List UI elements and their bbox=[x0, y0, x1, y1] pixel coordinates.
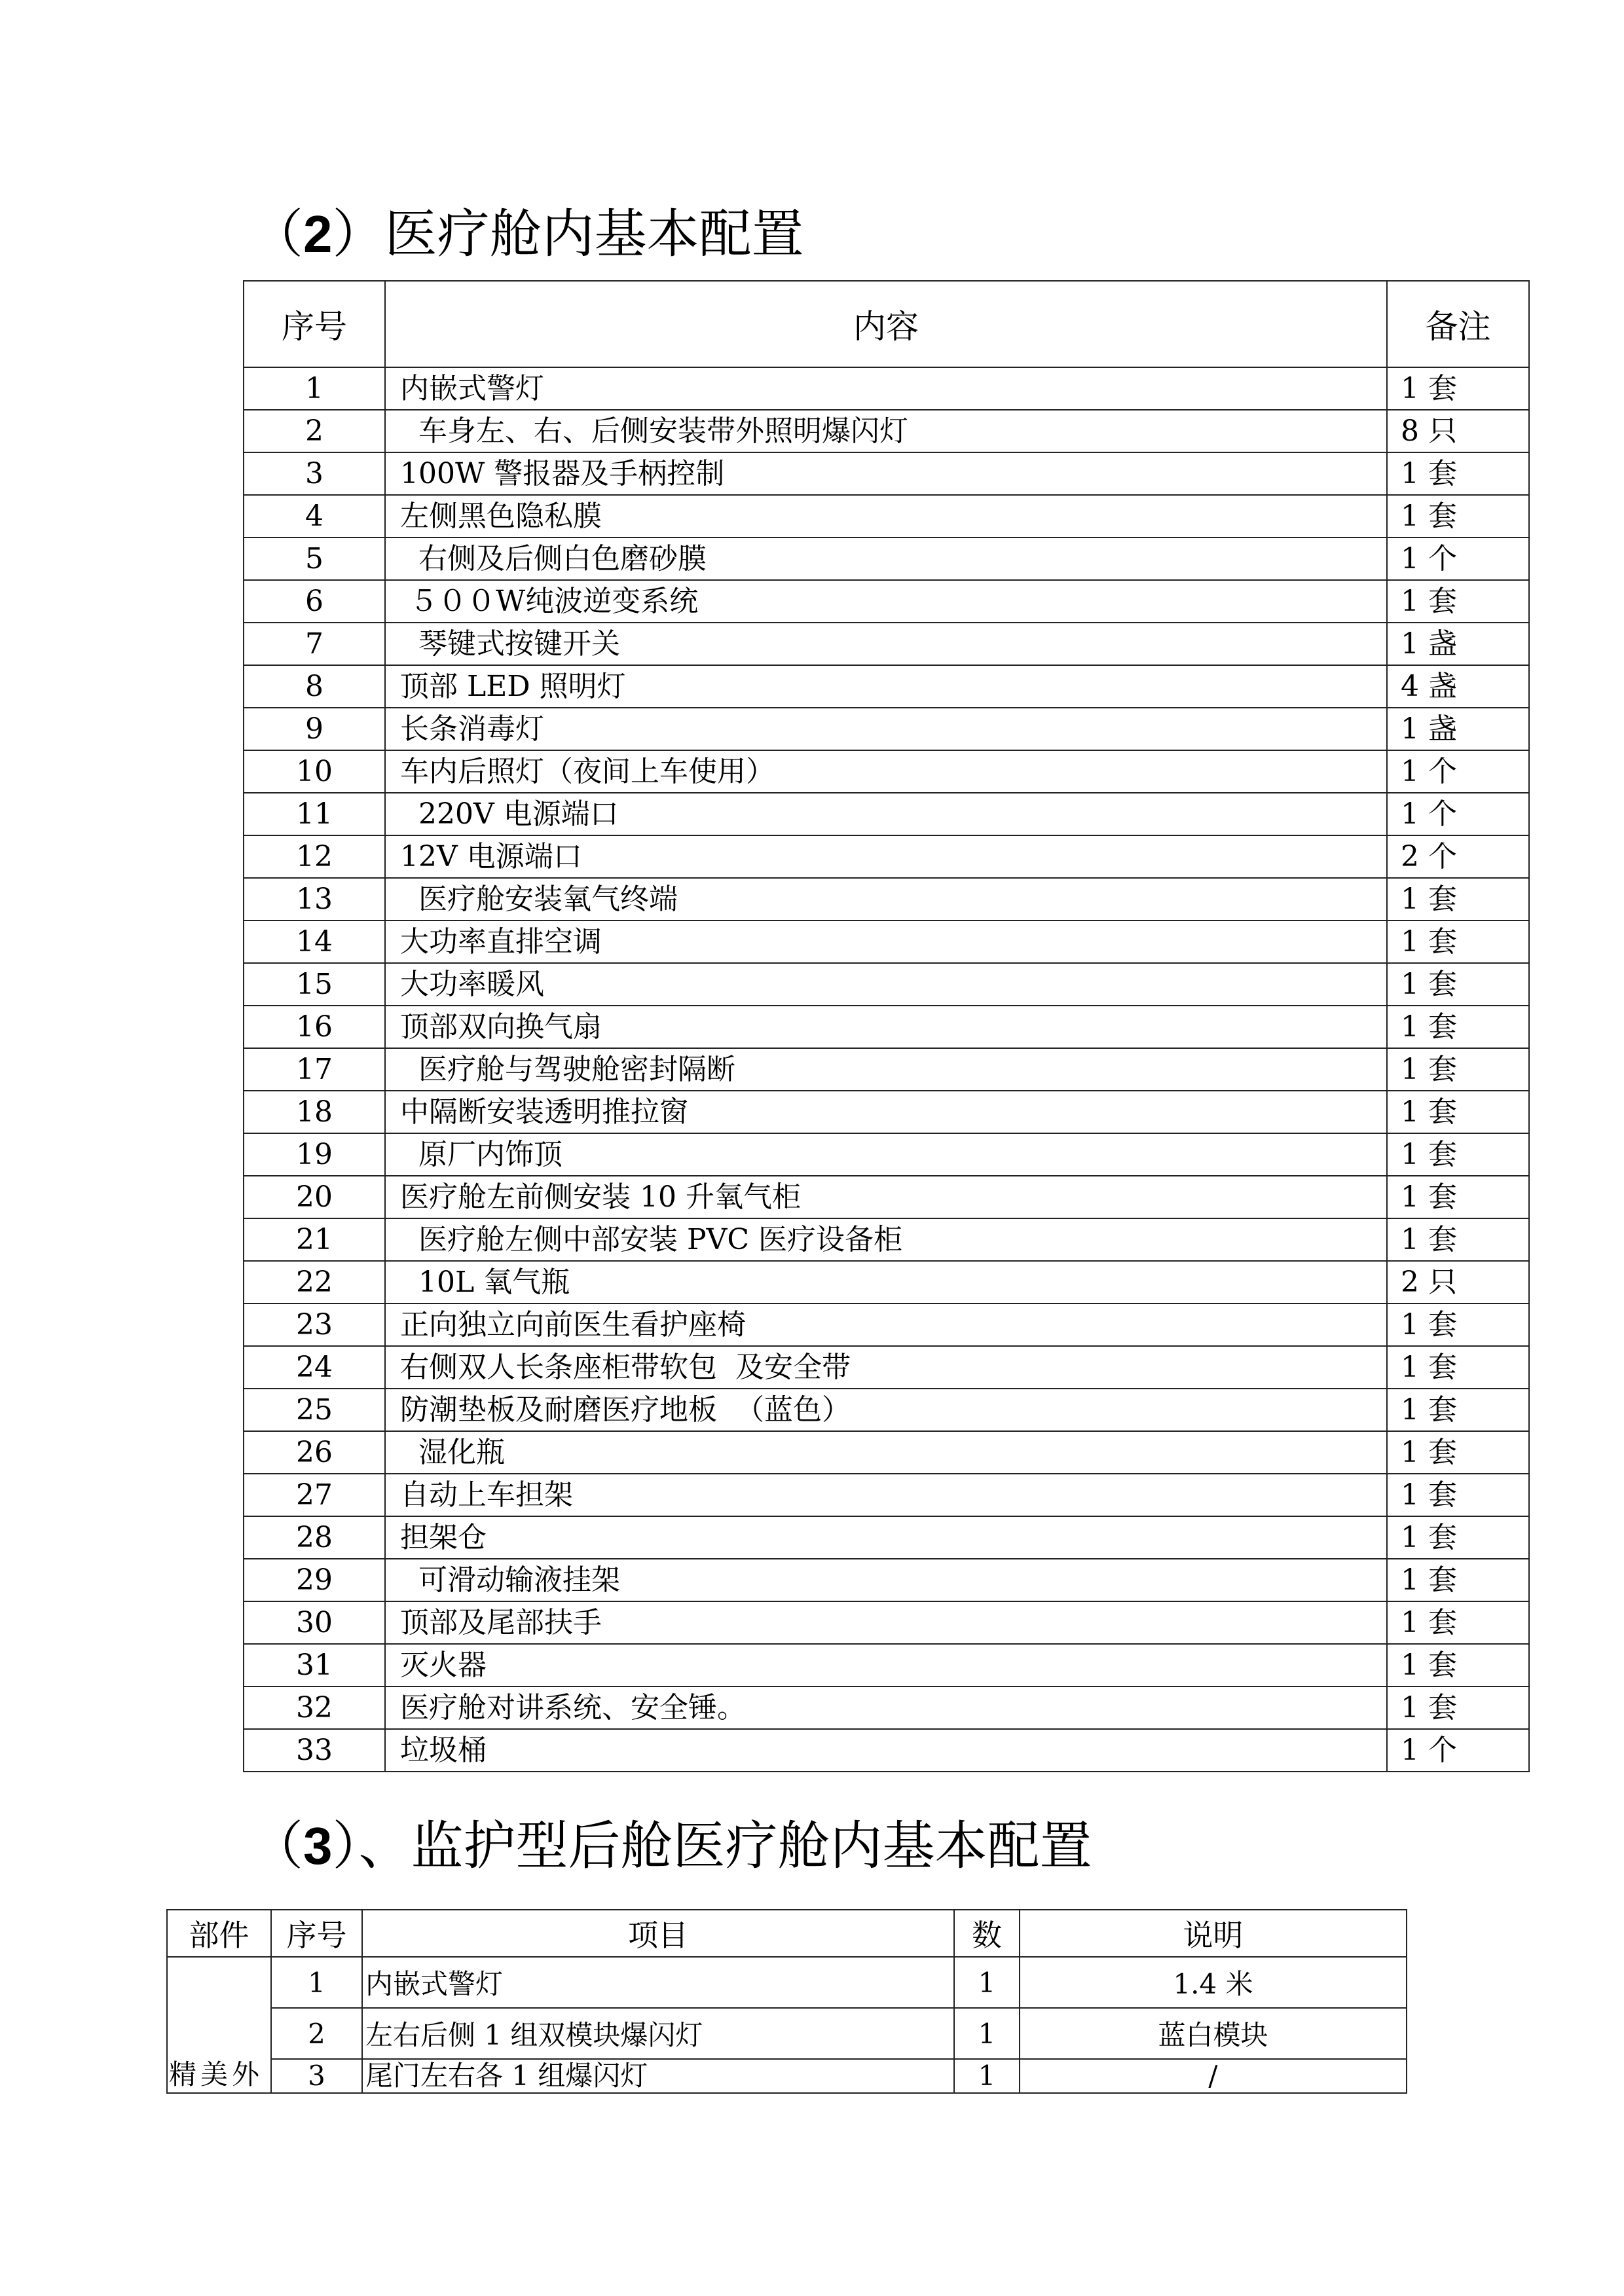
row-number: 12 bbox=[244, 835, 385, 878]
row-item: 尾门左右各 1 组爆闪灯 bbox=[362, 2059, 954, 2093]
row-content: 中隔断安装透明推拉窗 bbox=[385, 1091, 1387, 1133]
table-row bbox=[244, 1516, 1529, 1559]
table-row bbox=[244, 1006, 1529, 1048]
row-number: 8 bbox=[244, 665, 385, 708]
table-row bbox=[244, 367, 1529, 410]
row-note: 1 套 bbox=[1387, 580, 1529, 623]
table-row bbox=[244, 708, 1529, 750]
row-number: 1 bbox=[244, 367, 385, 410]
row-number: 18 bbox=[244, 1091, 385, 1133]
section-2-title bbox=[251, 204, 804, 264]
title-close-paren: ） bbox=[332, 204, 385, 264]
row-number: 22 bbox=[244, 1261, 385, 1303]
table-row bbox=[244, 665, 1529, 708]
row-number: 31 bbox=[244, 1644, 385, 1686]
row-number: 20 bbox=[244, 1176, 385, 1218]
row-qty: 1 bbox=[954, 1957, 1020, 2008]
row-number: 2 bbox=[271, 2008, 362, 2059]
row-number: 11 bbox=[244, 793, 385, 835]
row-number: 32 bbox=[244, 1686, 385, 1729]
row-content: 医疗舱与驾驶舱密封隔断 bbox=[385, 1048, 1387, 1091]
table-row bbox=[244, 410, 1529, 452]
row-content: 灭火器 bbox=[385, 1644, 1387, 1686]
row-content: 医疗舱对讲系统、安全锤。 bbox=[385, 1686, 1387, 1729]
row-content: 10L 氧气瓶 bbox=[385, 1261, 1387, 1303]
row-content: 垃圾桶 bbox=[385, 1729, 1387, 1772]
row-qty: 1 bbox=[954, 2059, 1020, 2093]
row-content: 大功率暖风 bbox=[385, 963, 1387, 1006]
header-content: 内容 bbox=[385, 281, 1387, 367]
row-number: 15 bbox=[244, 963, 385, 1006]
row-note: 1 套 bbox=[1387, 1133, 1529, 1176]
table-row bbox=[244, 623, 1529, 665]
row-number: 7 bbox=[244, 623, 385, 665]
table-row bbox=[244, 878, 1529, 920]
row-note: 1 套 bbox=[1387, 1091, 1529, 1133]
row-number: 9 bbox=[244, 708, 385, 750]
row-number: 25 bbox=[244, 1389, 385, 1431]
table-row bbox=[244, 835, 1529, 878]
row-number: 26 bbox=[244, 1431, 385, 1474]
row-number: 14 bbox=[244, 920, 385, 963]
row-number: 27 bbox=[244, 1474, 385, 1516]
row-note: 8 只 bbox=[1387, 410, 1529, 452]
title-text: ）、监护型后舱医疗舱内基本配置 bbox=[332, 1815, 1092, 1876]
row-note: 4 盏 bbox=[1387, 665, 1529, 708]
table-row bbox=[167, 2059, 1407, 2093]
row-desc: 1.4 米 bbox=[1020, 1957, 1407, 2008]
table-row bbox=[244, 1389, 1529, 1431]
row-number: 28 bbox=[244, 1516, 385, 1559]
table-row bbox=[244, 1346, 1529, 1389]
row-content: ５００W纯波逆变系统 bbox=[385, 580, 1387, 623]
row-note: 1 套 bbox=[1387, 1048, 1529, 1091]
row-number: 29 bbox=[244, 1559, 385, 1601]
row-number: 2 bbox=[244, 410, 385, 452]
row-content: 医疗舱左前侧安装 10 升氧气柜 bbox=[385, 1176, 1387, 1218]
table-row bbox=[244, 580, 1529, 623]
row-note: 1 套 bbox=[1387, 1176, 1529, 1218]
table-row bbox=[244, 1474, 1529, 1516]
row-note: 1 个 bbox=[1387, 1729, 1529, 1772]
table-row bbox=[244, 1048, 1529, 1091]
row-number: 10 bbox=[244, 750, 385, 793]
row-content: 顶部 LED 照明灯 bbox=[385, 665, 1387, 708]
title-open-paren: （ bbox=[251, 204, 303, 264]
table-row bbox=[244, 538, 1529, 580]
row-qty: 1 bbox=[954, 2008, 1020, 2059]
row-note: 2 只 bbox=[1387, 1261, 1529, 1303]
row-content: 右侧及后侧白色磨砂膜 bbox=[385, 538, 1387, 580]
config-table bbox=[243, 280, 1530, 1772]
row-content: 长条消毒灯 bbox=[385, 708, 1387, 750]
row-note: 1 套 bbox=[1387, 1559, 1529, 1601]
title-open-paren: （ bbox=[251, 1815, 303, 1876]
row-note: 1 套 bbox=[1387, 452, 1529, 495]
header-qty: 数 bbox=[954, 1910, 1020, 1957]
row-content: 右侧双人长条座柜带软包 及安全带 bbox=[385, 1346, 1387, 1389]
row-note: 1 盏 bbox=[1387, 623, 1529, 665]
row-content: 顶部双向换气扇 bbox=[385, 1006, 1387, 1048]
row-number: 5 bbox=[244, 538, 385, 580]
row-note: 1 盏 bbox=[1387, 708, 1529, 750]
row-content: 12V 电源端口 bbox=[385, 835, 1387, 878]
row-number: 33 bbox=[244, 1729, 385, 1772]
table-row bbox=[244, 1218, 1529, 1261]
row-note: 1 套 bbox=[1387, 1474, 1529, 1516]
part-label: 精美外 bbox=[167, 1957, 271, 2093]
table-row bbox=[244, 750, 1529, 793]
row-note: 1 个 bbox=[1387, 750, 1529, 793]
table-row bbox=[167, 2008, 1407, 2059]
row-content: 车内后照灯（夜间上车使用） bbox=[385, 750, 1387, 793]
row-note: 1 套 bbox=[1387, 1303, 1529, 1346]
row-number: 16 bbox=[244, 1006, 385, 1048]
row-note: 1 套 bbox=[1387, 1601, 1529, 1644]
row-content: 车身左、右、后侧安装带外照明爆闪灯 bbox=[385, 410, 1387, 452]
row-content: 防潮垫板及耐磨医疗地板 （蓝色） bbox=[385, 1389, 1387, 1431]
row-number: 1 bbox=[271, 1957, 362, 2008]
row-note: 1 个 bbox=[1387, 793, 1529, 835]
table-row bbox=[244, 1686, 1529, 1729]
row-content: 担架仓 bbox=[385, 1516, 1387, 1559]
table-row bbox=[244, 452, 1529, 495]
header-no: 序号 bbox=[271, 1910, 362, 1957]
row-number: 4 bbox=[244, 495, 385, 538]
row-content: 大功率直排空调 bbox=[385, 920, 1387, 963]
row-note: 1 套 bbox=[1387, 367, 1529, 410]
header-desc: 说明 bbox=[1020, 1910, 1407, 1957]
row-note: 1 套 bbox=[1387, 1346, 1529, 1389]
header-item: 项目 bbox=[362, 1910, 954, 1957]
table-row bbox=[244, 920, 1529, 963]
row-number: 19 bbox=[244, 1133, 385, 1176]
table-row bbox=[244, 1091, 1529, 1133]
title-text: 医疗舱内基本配置 bbox=[384, 204, 804, 264]
table-row bbox=[244, 1729, 1529, 1772]
table-row bbox=[244, 1644, 1529, 1686]
row-note: 1 套 bbox=[1387, 1516, 1529, 1559]
row-note: 2 个 bbox=[1387, 835, 1529, 878]
header-no: 序号 bbox=[244, 281, 385, 367]
row-note: 1 套 bbox=[1387, 963, 1529, 1006]
row-note: 1 套 bbox=[1387, 1218, 1529, 1261]
table-row bbox=[244, 1601, 1529, 1644]
row-note: 1 个 bbox=[1387, 538, 1529, 580]
section-3-title bbox=[251, 1815, 1092, 1876]
table-header-row bbox=[244, 281, 1529, 367]
row-number: 17 bbox=[244, 1048, 385, 1091]
row-content: 顶部及尾部扶手 bbox=[385, 1601, 1387, 1644]
row-number: 6 bbox=[244, 580, 385, 623]
row-number: 21 bbox=[244, 1218, 385, 1261]
row-note: 1 套 bbox=[1387, 1389, 1529, 1431]
row-content: 内嵌式警灯 bbox=[385, 367, 1387, 410]
monitor-config-table bbox=[166, 1909, 1407, 2094]
title-number: 3 bbox=[303, 1817, 333, 1875]
row-content: 正向独立向前医生看护座椅 bbox=[385, 1303, 1387, 1346]
row-item: 左右后侧 1 组双模块爆闪灯 bbox=[362, 2008, 954, 2059]
table-header-row bbox=[167, 1910, 1407, 1957]
row-content: 可滑动输液挂架 bbox=[385, 1559, 1387, 1601]
row-content: 原厂内饰顶 bbox=[385, 1133, 1387, 1176]
row-item: 内嵌式警灯 bbox=[362, 1957, 954, 2008]
row-content: 医疗舱左侧中部安装 PVC 医疗设备柜 bbox=[385, 1218, 1387, 1261]
row-number: 3 bbox=[271, 2059, 362, 2093]
row-content: 220V 电源端口 bbox=[385, 793, 1387, 835]
table-row bbox=[244, 1559, 1529, 1601]
row-note: 1 套 bbox=[1387, 1644, 1529, 1686]
table-row bbox=[244, 495, 1529, 538]
table-row bbox=[167, 1957, 1407, 2008]
table-row bbox=[244, 793, 1529, 835]
row-note: 1 套 bbox=[1387, 878, 1529, 920]
row-desc: / bbox=[1020, 2059, 1407, 2093]
row-content: 琴键式按键开关 bbox=[385, 623, 1387, 665]
row-note: 1 套 bbox=[1387, 495, 1529, 538]
header-note: 备注 bbox=[1387, 281, 1529, 367]
row-number: 3 bbox=[244, 452, 385, 495]
row-note: 1 套 bbox=[1387, 1686, 1529, 1729]
row-desc: 蓝白模块 bbox=[1020, 2008, 1407, 2059]
row-content: 湿化瓶 bbox=[385, 1431, 1387, 1474]
header-part: 部件 bbox=[167, 1910, 271, 1957]
row-note: 1 套 bbox=[1387, 1431, 1529, 1474]
row-number: 24 bbox=[244, 1346, 385, 1389]
table-row bbox=[244, 1431, 1529, 1474]
row-content: 左侧黑色隐私膜 bbox=[385, 495, 1387, 538]
title-number: 2 bbox=[303, 205, 333, 263]
row-note: 1 套 bbox=[1387, 920, 1529, 963]
row-number: 13 bbox=[244, 878, 385, 920]
row-number: 23 bbox=[244, 1303, 385, 1346]
table-row bbox=[244, 1133, 1529, 1176]
row-number: 30 bbox=[244, 1601, 385, 1644]
row-note: 1 套 bbox=[1387, 1006, 1529, 1048]
table-row bbox=[244, 1261, 1529, 1303]
row-content: 100W 警报器及手柄控制 bbox=[385, 452, 1387, 495]
table-row bbox=[244, 1176, 1529, 1218]
table-row bbox=[244, 963, 1529, 1006]
table-row bbox=[244, 1303, 1529, 1346]
row-content: 医疗舱安装氧气终端 bbox=[385, 878, 1387, 920]
row-content: 自动上车担架 bbox=[385, 1474, 1387, 1516]
